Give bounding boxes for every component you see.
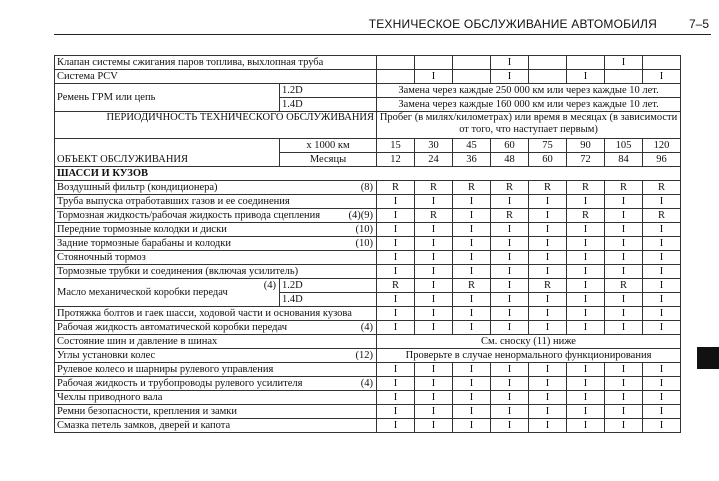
schedule-cell: I: [605, 237, 643, 251]
schedule-cell: I: [377, 293, 415, 307]
schedule-cell: I: [377, 405, 415, 419]
item-note: (4): [263, 280, 276, 291]
table-row: [55, 405, 681, 419]
table-row: [55, 56, 681, 70]
schedule-cell: I: [415, 293, 453, 307]
schedule-cell: I: [605, 56, 643, 70]
schedule-cell: I: [643, 419, 681, 433]
schedule-cell: I: [415, 237, 453, 251]
km-value: 75: [529, 139, 567, 153]
schedule-cell: I: [605, 293, 643, 307]
schedule-cell: I: [529, 195, 567, 209]
item-label-text: Стояночный тормоз: [57, 252, 146, 263]
table-row: [55, 181, 681, 195]
schedule-cell: I: [415, 377, 453, 391]
engine-label: 1.4D: [280, 98, 377, 112]
schedule-cell: I: [377, 237, 415, 251]
schedule-cell: I: [453, 237, 491, 251]
schedule-cell: I: [453, 405, 491, 419]
schedule-cell: I: [567, 307, 605, 321]
item-note: (8): [360, 182, 374, 193]
schedule-cell: I: [605, 307, 643, 321]
schedule-cell: R: [529, 279, 567, 293]
schedule-cell: I: [567, 363, 605, 377]
schedule-cell: I: [415, 419, 453, 433]
item-label: [55, 349, 377, 363]
table-row: [55, 363, 681, 377]
schedule-cell: I: [491, 279, 529, 293]
table-row: [55, 209, 681, 223]
item-label: [55, 307, 377, 321]
section-title: ШАССИ И КУЗОВ: [55, 167, 681, 181]
schedule-cell: I: [415, 265, 453, 279]
span-text: См. сноску (11) ниже: [377, 335, 681, 349]
schedule-cell: I: [567, 251, 605, 265]
header-rule: [54, 34, 711, 35]
schedule-cell: I: [453, 195, 491, 209]
item-label: Система PCV: [55, 70, 377, 84]
schedule-cell: I: [377, 363, 415, 377]
timing-belt-text: Замена через каждые 160 000 км или через каждые 10 лет.: [377, 98, 681, 112]
table-row: [55, 251, 681, 265]
schedule-cell: R: [453, 181, 491, 195]
schedule-cell: I: [643, 195, 681, 209]
schedule-cell: [377, 56, 415, 70]
schedule-cell: I: [415, 307, 453, 321]
schedule-cell: I: [605, 195, 643, 209]
item-note: (4): [360, 378, 374, 389]
schedule-cell: R: [643, 181, 681, 195]
table-row: [55, 307, 681, 321]
schedule-cell: I: [453, 419, 491, 433]
schedule-cell: [453, 56, 491, 70]
table-row: [55, 321, 681, 335]
months-value: 24: [415, 153, 453, 167]
span-text: Проверьте в случае ненормального функционирования: [377, 349, 681, 363]
item-label: [55, 363, 377, 377]
schedule-cell: R: [605, 181, 643, 195]
schedule-cell: I: [377, 195, 415, 209]
schedule-cell: I: [529, 237, 567, 251]
km-value: 90: [567, 139, 605, 153]
schedule-cell: I: [567, 265, 605, 279]
schedule-cell: I: [377, 265, 415, 279]
schedule-cell: I: [453, 321, 491, 335]
maintenance-table: [54, 55, 681, 433]
item-label: [55, 279, 280, 307]
item-label-text: Рулевое колесо и шарниры рулевого управления: [57, 364, 274, 375]
schedule-cell: I: [453, 391, 491, 405]
schedule-cell: I: [605, 419, 643, 433]
schedule-cell: I: [643, 223, 681, 237]
item-label: [55, 181, 377, 195]
schedule-cell: R: [453, 279, 491, 293]
schedule-cell: I: [643, 307, 681, 321]
item-label: [55, 405, 377, 419]
schedule-cell: I: [453, 377, 491, 391]
schedule-cell: I: [491, 223, 529, 237]
km-header-row: [55, 139, 681, 153]
schedule-cell: I: [377, 321, 415, 335]
schedule-cell: I: [643, 237, 681, 251]
schedule-cell: I: [453, 293, 491, 307]
table-row: [55, 265, 681, 279]
table-row: [55, 419, 681, 433]
item-label-text: Углы установки колес: [57, 350, 156, 361]
schedule-cell: I: [643, 293, 681, 307]
item-label-text: Рабочая жидкость автоматической коробки передач: [57, 322, 288, 333]
item-label: [55, 391, 377, 405]
schedule-cell: I: [605, 223, 643, 237]
schedule-cell: I: [567, 237, 605, 251]
schedule-cell: I: [529, 405, 567, 419]
item-label-text: Передние тормозные колодки и диски: [57, 224, 227, 235]
km-value: 30: [415, 139, 453, 153]
schedule-cell: I: [415, 195, 453, 209]
schedule-cell: R: [415, 209, 453, 223]
schedule-cell: [415, 56, 453, 70]
item-label-text: Тормозные трубки и соединения (включая усилитель): [57, 266, 299, 277]
item-note: (4)(9): [348, 210, 374, 221]
schedule-cell: I: [453, 251, 491, 265]
schedule-cell: I: [643, 405, 681, 419]
item-label-text: Рабочая жидкость и трубопроводы рулевого усилителя: [57, 378, 303, 389]
item-label: [55, 223, 377, 237]
schedule-cell: I: [605, 209, 643, 223]
schedule-cell: I: [453, 363, 491, 377]
item-label-text: Масло механической коробки передач: [57, 287, 228, 298]
schedule-cell: I: [567, 405, 605, 419]
schedule-cell: I: [377, 209, 415, 223]
schedule-cell: I: [567, 391, 605, 405]
item-note: (12): [355, 350, 374, 361]
schedule-cell: I: [529, 377, 567, 391]
item-label: [55, 419, 377, 433]
item-note: (10): [355, 224, 374, 235]
schedule-cell: R: [415, 181, 453, 195]
schedule-cell: I: [643, 321, 681, 335]
item-label: [55, 265, 377, 279]
schedule-cell: I: [529, 419, 567, 433]
schedule-cell: I: [491, 56, 529, 70]
km-value: 15: [377, 139, 415, 153]
item-label-text: Смазка петель замков, дверей и капота: [57, 420, 231, 431]
schedule-cell: I: [529, 265, 567, 279]
months-label: Месяцы: [280, 153, 377, 167]
item-label-text: Чехлы приводного вала: [57, 392, 163, 403]
page-number: 7–5: [688, 17, 709, 31]
item-label: Клапан системы сжигания паров топлива, выхлопная труба: [55, 56, 377, 70]
schedule-cell: I: [643, 70, 681, 84]
schedule-cell: I: [567, 279, 605, 293]
schedule-cell: R: [377, 181, 415, 195]
schedule-cell: I: [643, 363, 681, 377]
schedule-cell: I: [605, 265, 643, 279]
schedule-cell: I: [529, 363, 567, 377]
km-value: 120: [643, 139, 681, 153]
schedule-cell: I: [491, 405, 529, 419]
item-label: [55, 195, 377, 209]
item-note: (4): [360, 322, 374, 333]
schedule-cell: I: [415, 223, 453, 237]
table-row: [55, 223, 681, 237]
table-row: [55, 391, 681, 405]
months-value: 96: [643, 153, 681, 167]
item-label: Ремень ГРМ или цепь: [55, 84, 280, 112]
item-label: [55, 377, 377, 391]
schedule-cell: I: [491, 70, 529, 84]
schedule-cell: I: [491, 265, 529, 279]
schedule-cell: I: [377, 419, 415, 433]
item-label: [55, 335, 377, 349]
schedule-cell: [567, 56, 605, 70]
schedule-cell: I: [415, 405, 453, 419]
timing-belt-row: [55, 84, 681, 98]
span-row: [55, 349, 681, 363]
schedule-cell: I: [491, 307, 529, 321]
schedule-cell: [643, 56, 681, 70]
schedule-cell: I: [605, 377, 643, 391]
months-value: 72: [567, 153, 605, 167]
km-value: 60: [491, 139, 529, 153]
schedule-cell: I: [643, 251, 681, 265]
km-value: 105: [605, 139, 643, 153]
schedule-cell: I: [453, 223, 491, 237]
schedule-cell: I: [529, 209, 567, 223]
item-label-text: Ремни безопасности, крепления и замки: [57, 406, 238, 417]
section-row: [55, 167, 681, 181]
item-label-text: Задние тормозные барабаны и колодки: [57, 238, 231, 249]
schedule-cell: I: [567, 223, 605, 237]
schedule-cell: I: [529, 391, 567, 405]
schedule-cell: R: [529, 181, 567, 195]
months-value: 36: [453, 153, 491, 167]
schedule-cell: I: [605, 391, 643, 405]
schedule-cell: [377, 70, 415, 84]
schedule-cell: R: [377, 279, 415, 293]
table-row: [55, 377, 681, 391]
schedule-cell: I: [643, 391, 681, 405]
schedule-cell: [529, 70, 567, 84]
schedule-cell: I: [491, 419, 529, 433]
schedule-cell: I: [567, 195, 605, 209]
schedule-cell: R: [491, 209, 529, 223]
chapter-tab-marker: [697, 347, 719, 369]
schedule-cell: I: [377, 251, 415, 265]
schedule-cell: I: [605, 363, 643, 377]
period-title: ПЕРИОДИЧНОСТЬ ТЕХНИЧЕСКОГО ОБСЛУЖИВАНИЯ: [55, 112, 377, 139]
months-value: 84: [605, 153, 643, 167]
table-row: [55, 237, 681, 251]
item-label: [55, 251, 377, 265]
engine-label: 1.2D: [280, 279, 377, 293]
schedule-cell: I: [415, 321, 453, 335]
schedule-cell: I: [643, 279, 681, 293]
timing-belt-text: Замена через каждые 250 000 км или через каждые 10 лет.: [377, 84, 681, 98]
schedule-cell: I: [605, 251, 643, 265]
schedule-cell: [529, 56, 567, 70]
schedule-cell: I: [377, 377, 415, 391]
schedule-cell: I: [529, 321, 567, 335]
schedule-cell: I: [377, 391, 415, 405]
schedule-cell: I: [605, 405, 643, 419]
schedule-cell: R: [643, 209, 681, 223]
months-value: 12: [377, 153, 415, 167]
schedule-cell: I: [415, 279, 453, 293]
engine-label: 1.2D: [280, 84, 377, 98]
km-value: 45: [453, 139, 491, 153]
schedule-cell: I: [567, 70, 605, 84]
schedule-cell: I: [529, 251, 567, 265]
item-label: [55, 209, 377, 223]
schedule-cell: [453, 70, 491, 84]
schedule-cell: R: [605, 279, 643, 293]
item-label: [55, 321, 377, 335]
item-label-text: Тормозная жидкость/рабочая жидкость привода сцепления: [57, 210, 321, 221]
schedule-cell: I: [529, 293, 567, 307]
item-note: (10): [355, 238, 374, 249]
item-label-text: Труба выпуска отработавших газов и ее соединения: [57, 196, 290, 207]
gearbox-row: [55, 279, 681, 293]
months-value: 48: [491, 153, 529, 167]
object-label: ОБЪЕКТ ОБСЛУЖИВАНИЯ: [55, 139, 280, 167]
schedule-cell: I: [377, 223, 415, 237]
schedule-cell: I: [491, 321, 529, 335]
schedule-cell: I: [415, 251, 453, 265]
schedule-cell: I: [643, 265, 681, 279]
schedule-cell: R: [567, 181, 605, 195]
schedule-cell: I: [529, 223, 567, 237]
schedule-cell: I: [491, 377, 529, 391]
schedule-cell: I: [643, 377, 681, 391]
item-label-text: Протяжка болтов и гаек шасси, ходовой части и основания кузова: [57, 308, 352, 319]
schedule-cell: R: [491, 181, 529, 195]
schedule-cell: I: [491, 195, 529, 209]
schedule-cell: I: [415, 363, 453, 377]
item-label: [55, 237, 377, 251]
item-label-text: Состояние шин и давление в шинах: [57, 336, 218, 347]
period-header-row: [55, 112, 681, 139]
schedule-cell: I: [491, 251, 529, 265]
schedule-cell: I: [567, 321, 605, 335]
schedule-cell: I: [453, 265, 491, 279]
period-description: Пробег (в милях/километрах) или время в месяцах (в зависимости от того, что наступает первым): [377, 112, 681, 139]
header-title: ТЕХНИЧЕСКОЕ ОБСЛУЖИВАНИЕ АВТОМОБИЛЯ: [368, 17, 657, 31]
schedule-cell: I: [567, 293, 605, 307]
schedule-cell: I: [415, 391, 453, 405]
schedule-cell: [605, 70, 643, 84]
schedule-cell: I: [491, 237, 529, 251]
schedule-cell: I: [491, 391, 529, 405]
span-row: [55, 335, 681, 349]
schedule-cell: I: [491, 293, 529, 307]
schedule-cell: I: [453, 307, 491, 321]
item-label-text: Воздушный фильтр (кондиционера): [57, 182, 218, 193]
months-value: 60: [529, 153, 567, 167]
engine-label: 1.4D: [280, 293, 377, 307]
table-row: [55, 70, 681, 84]
schedule-cell: I: [567, 419, 605, 433]
schedule-cell: I: [453, 209, 491, 223]
schedule-cell: I: [529, 307, 567, 321]
schedule-cell: I: [567, 377, 605, 391]
table-row: [55, 195, 681, 209]
schedule-cell: I: [377, 307, 415, 321]
schedule-cell: I: [491, 363, 529, 377]
schedule-cell: R: [567, 209, 605, 223]
schedule-cell: I: [415, 70, 453, 84]
km-label: x 1000 км: [280, 139, 377, 153]
schedule-cell: I: [605, 321, 643, 335]
page-header: [0, 0, 719, 34]
